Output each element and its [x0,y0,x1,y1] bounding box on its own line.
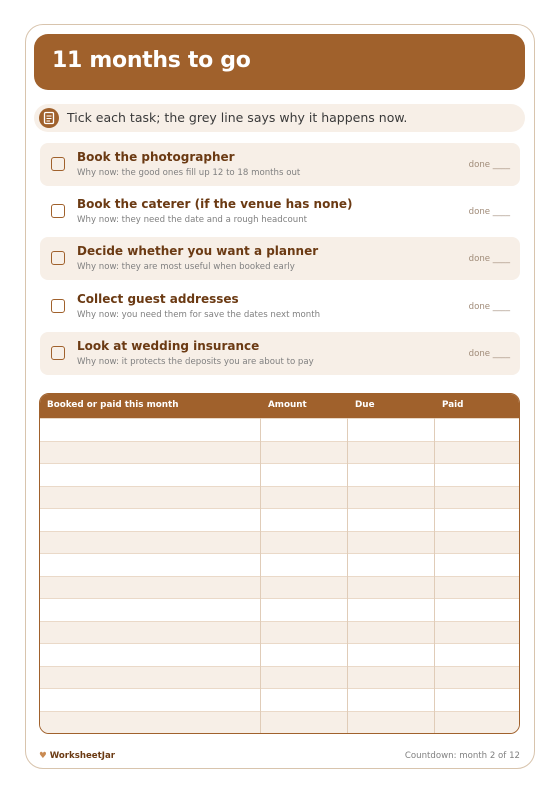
table-row[interactable] [40,598,519,621]
task-checkbox[interactable] [51,251,65,265]
footer-brand [39,751,115,761]
task-reason: Why now: it protects the deposits you are about to pay [77,356,314,367]
table-row[interactable] [40,463,519,486]
expense-table [39,393,520,734]
column-divider [260,418,261,733]
task-done-field[interactable]: done ____ [468,207,510,218]
table-row[interactable] [40,418,519,441]
col-header-item: Booked or paid this month [47,400,179,410]
brand-name: WorksheetJar [49,751,115,761]
col-header-due: Due [355,400,375,410]
task-checkbox[interactable] [51,346,65,360]
task-reason: Why now: they are most useful when booked early [77,262,295,273]
task-title: Book the caterer (if the venue has none) [77,197,353,212]
page-title: 11 months to go [52,48,251,73]
instructions-bar [34,104,525,132]
col-header-paid: Paid [442,400,464,410]
table-row[interactable] [40,486,519,509]
task-done-field[interactable]: done ____ [468,254,510,265]
table-row[interactable] [40,441,519,464]
task-checkbox[interactable] [51,157,65,171]
task-checkbox[interactable] [51,204,65,218]
task-item [40,190,520,233]
heart-icon: ♥ [39,751,47,761]
table-row[interactable] [40,643,519,666]
table-header [40,394,519,418]
task-title: Book the photographer [77,150,235,164]
task-done-field[interactable]: done ____ [468,160,510,170]
page-header [34,34,525,90]
task-title: Look at wedding insurance [77,338,260,353]
table-row[interactable] [40,576,519,599]
table-row[interactable] [40,508,519,531]
table-row[interactable] [40,553,519,576]
task-checkbox[interactable] [51,299,65,313]
column-divider [434,418,435,733]
column-divider [347,418,348,733]
page-indicator: Countdown: month 2 of 12 [404,751,520,761]
table-row[interactable] [40,711,519,734]
task-item [40,332,520,375]
task-reason: Why now: they need the date and a rough headcount [77,215,308,226]
task-reason: Why now: you need them for save the dates next month [77,309,321,320]
table-row[interactable] [40,531,519,554]
task-item [40,237,520,280]
table-row[interactable] [40,666,519,689]
task-done-field[interactable]: done ____ [468,301,510,312]
task-reason: Why now: the good ones fill up 12 to 18 months out [77,168,301,178]
task-title: Decide whether you want a planner [77,244,319,259]
task-item [40,143,520,186]
task-item [40,285,520,328]
table-row[interactable] [40,621,519,644]
clipboard-icon [39,108,59,128]
instructions-text: Tick each task; the grey line says why it happens now. [67,110,408,125]
col-header-amount: Amount [268,400,307,410]
task-title: Collect guest addresses [77,291,239,306]
task-done-field[interactable]: done ____ [468,348,510,359]
table-row[interactable] [40,688,519,711]
